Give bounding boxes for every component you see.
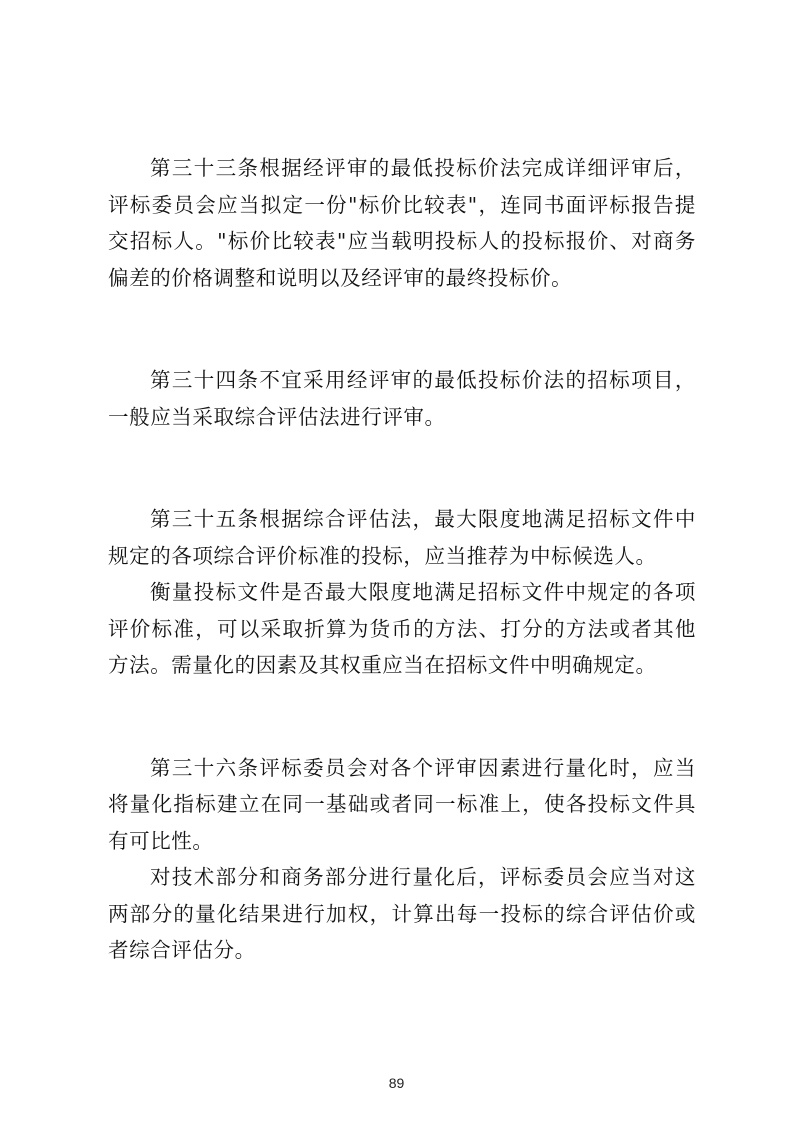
article-34 — [108, 362, 696, 435]
section-gap — [108, 435, 696, 501]
article-35-paragraph-1: 第三十五条根据综合评估法，最大限度地满足招标文件中规定的各项综合评价标准的投标，应当推荐为中标候选人。 — [108, 507, 696, 568]
article-35 — [108, 501, 696, 684]
article-33-paragraph-1: 第三十三条根据经评审的最低投标价法完成详细评审后，评标委员会应当拟定一份"标价比较表"，连同书面评标报告提交招标人。"标价比较表"应当载明投标人的投标报价、对商务偏差的价格调整和说明以及经评审的最终投标价。 — [108, 156, 696, 290]
article-35-paragraph-2: 衡量投标文件是否最大限度地满足招标文件中规定的各项评价标准，可以采取折算为货币的方法、打分的方法或者其他方法。需量化的因素及其权重应当在招标文件中明确规定。 — [108, 580, 696, 677]
page-number: 89 — [388, 1075, 405, 1091]
section-gap — [108, 296, 696, 362]
document-body — [108, 150, 696, 969]
article-34-paragraph-1: 第三十四条不宜采用经评审的最低投标价法的招标项目，一般应当采取综合评估法进行评审。 — [108, 368, 696, 429]
article-33 — [108, 150, 696, 296]
article-36-paragraph-1: 第三十六条评标委员会对各个评审因素进行量化时，应当将量化指标建立在同一基础或者同一标准上，使各投标文件具有可比性。 — [108, 755, 696, 853]
article-36 — [108, 750, 696, 969]
article-36-paragraph-2: 对技术部分和商务部分进行量化后，评标委员会应当对这两部分的量化结果进行加权，计算出每一投标的综合评估价或者综合评估分。 — [108, 865, 696, 962]
section-gap — [108, 684, 696, 750]
